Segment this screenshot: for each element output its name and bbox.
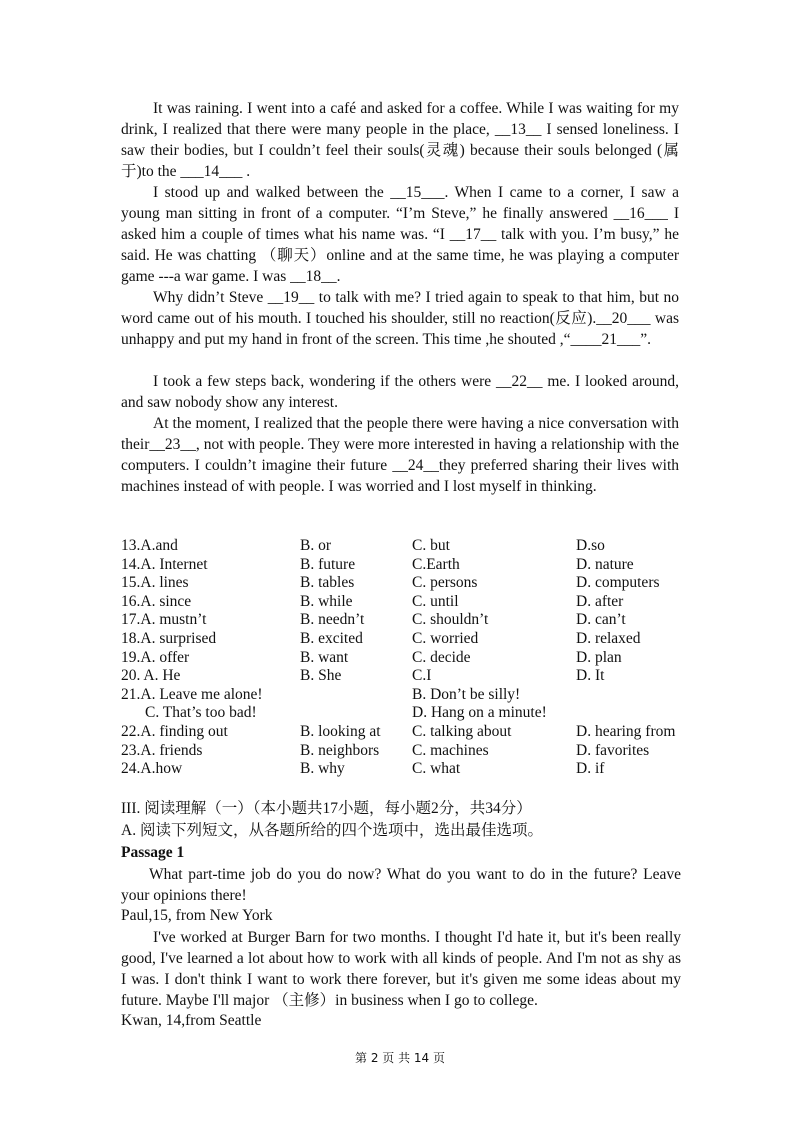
option-b: B. neighbors (300, 741, 380, 759)
option-d: D. nature (576, 555, 634, 573)
option-row-17 (121, 611, 691, 630)
option-c: C. until (412, 592, 459, 610)
paul-paragraph: I've worked at Burger Barn for two months. I thought I'd hate it, but it's been really good, I've learned a lot about how to work with all kinds of people. And I'm not as shy as I was. I don't think I want to work there forever, but it's given me some ideas about my future. Maybe I'll major （主修）in business when I go to college. (121, 929, 681, 1009)
option-c: C. machines (412, 741, 489, 759)
page-footer: 第 2 页 共 14 页 (355, 1051, 445, 1065)
option-c: C. talking about (412, 722, 512, 740)
option-c: C. persons (412, 574, 478, 592)
option-row-15 (121, 574, 691, 593)
option-c: C. decide (412, 648, 471, 666)
passage-title: Passage 1 (121, 844, 185, 861)
option-b: B. looking at (300, 722, 381, 740)
option-a: 21.A. Leave me alone! (121, 685, 263, 703)
option-a: 16.A. since (121, 592, 192, 610)
option-row-20 (121, 667, 691, 686)
section-heading: III. 阅读理解（一）（本小题共17小题，每小题2分，共34分） (121, 800, 532, 817)
option-row-21 (121, 686, 691, 705)
cloze-paragraph-3: Why didn’t Steve __19__ to talk with me? I tried again to speak to that him, but no word came out of his mouth. I touched his shoulder, still no reaction(反应).__20___ was unhappy and put my hand in front of the screen. This time ,he shouted ,“____21___”. (121, 289, 679, 348)
option-d: D. Hang on a minute! (412, 704, 547, 722)
option-a: 15.A. lines (121, 574, 189, 592)
option-d: D. after (576, 592, 624, 610)
cloze-paragraph-4: I took a few steps back, wondering if the others were __22__ me. I looked around, and saw nobody show any interest. (121, 373, 679, 411)
option-row-21-cont (121, 704, 691, 723)
option-d: D. if (576, 760, 605, 778)
option-d: D.so (576, 537, 605, 554)
option-a: 14.A. Internet (121, 555, 208, 573)
option-row-22 (121, 723, 691, 742)
option-row-16 (121, 593, 691, 612)
option-d: D. hearing from (576, 722, 676, 740)
option-a: 19.A. offer (121, 648, 190, 666)
option-b: B. while (300, 592, 353, 610)
cloze-paragraph-2: I stood up and walked between the __15___. When I came to a corner, I saw a young man sitting in front of a computer. “I’m Steve,” he finally answered __16___ I asked him a couple of times what his name was. “I __17__ talk with you. I’m busy,” he said. He was chatting （聊天）online and at the same time, he was playing a computer game ---a war game. I was __18__. (121, 184, 679, 285)
option-b: B. excited (300, 629, 363, 647)
option-b: B. future (300, 555, 356, 573)
option-b: B. want (300, 648, 349, 666)
option-c: C.I (412, 667, 432, 685)
option-b: B. needn’t (300, 611, 365, 629)
option-c: C. worried (412, 629, 479, 647)
author-paul: Paul,15, from New York (121, 907, 273, 924)
option-c: C. shouldn’t (412, 611, 489, 629)
option-row-19 (121, 649, 691, 668)
option-d: D. relaxed (576, 629, 641, 647)
cloze-paragraph-1: It was raining. I went into a café and asked for a coffee. While I was waiting for my drink, I realized that there were many people in the place, __13__ I sensed loneliness. I saw their bodies, but I couldn’t feel their souls(灵魂) because their souls belonged (属于)to the ___14___ . (121, 100, 679, 180)
option-b: B. why (300, 760, 345, 778)
option-c: C.Earth (412, 555, 460, 573)
option-d: D. plan (576, 648, 622, 666)
author-kwan: Kwan, 14,from Seattle (121, 1012, 262, 1029)
option-a: 23.A. friends (121, 741, 203, 759)
option-row-14 (121, 556, 691, 575)
option-a: 22.A. finding out (121, 722, 228, 740)
cloze-paragraph-5: At the moment, I realized that the people there were having a nice conversation with their__23__, not with people. They were more interested in having a relationship with the computers. I couldn’t imagine their future __24__they preferred sharing their lives with machines instead of with people. I was worried and I lost myself in thinking. (121, 415, 679, 495)
option-d: D. computers (576, 574, 660, 592)
option-c: C. That’s too bad! (145, 704, 257, 722)
option-row-23 (121, 742, 691, 761)
option-a: 18.A. surprised (121, 629, 217, 647)
option-b: B. She (300, 667, 342, 685)
option-a: 17.A. mustn’t (121, 611, 207, 629)
option-c: C. but (412, 537, 450, 554)
option-d: D. can’t (576, 611, 626, 629)
option-d: D. It (576, 667, 605, 685)
option-row-13 (121, 537, 691, 556)
option-a: 24.A.how (121, 760, 183, 778)
option-b: B. Don’t be silly! (412, 685, 521, 703)
option-b: B. or (300, 537, 331, 554)
option-b: B. tables (300, 574, 355, 592)
section-instruction: A. 阅读下列短文，从各题所给的四个选项中，选出最佳选项。 (121, 822, 543, 839)
options-list (121, 537, 691, 779)
option-c: C. what (412, 760, 461, 778)
option-row-18 (121, 630, 691, 649)
option-a: 13.A.and (121, 537, 178, 554)
option-row-24 (121, 760, 691, 779)
option-d: D. favorites (576, 741, 650, 759)
option-a: 20. A. He (121, 667, 181, 685)
passage-intro: What part-time job do you do now? What do you want to do in the future? Leave your opinions there! (121, 866, 681, 904)
